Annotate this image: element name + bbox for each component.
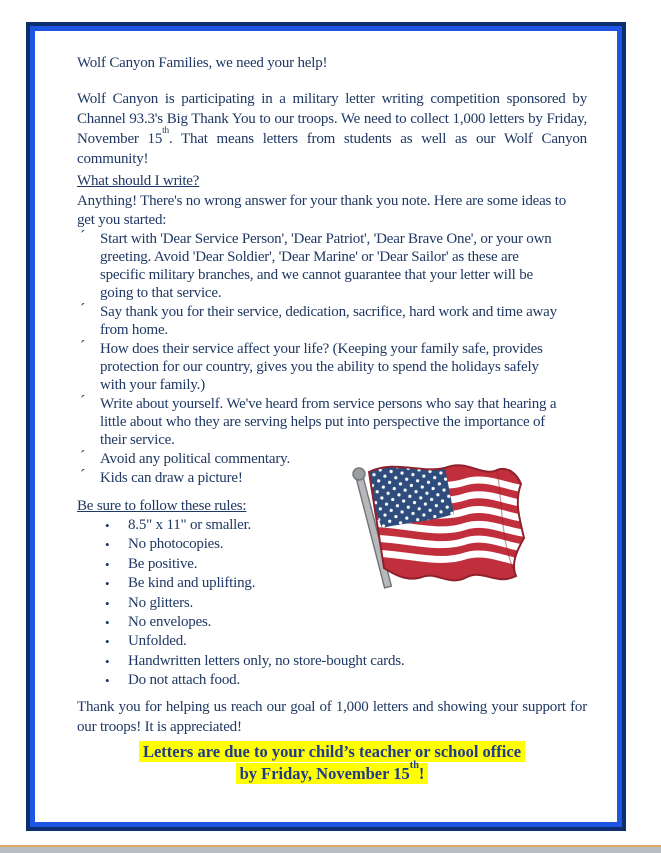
dot-bullet-icon: • (105, 673, 110, 689)
rule-item-text: 8.5" x 11" or smaller. (128, 517, 252, 533)
list-item-text: Write about yourself. We've heard from service persons who say that hearing a little about who they are serving helps put into perspective the importance of their service. (100, 396, 557, 448)
rule-item-text: Do not attach food. (128, 672, 241, 689)
dot-bullet-icon: • (105, 576, 110, 592)
dot-bullet-icon: • (105, 537, 110, 553)
highlight-text: by Friday, November 15 (239, 763, 410, 783)
write-section-heading: What should I write? (77, 173, 200, 189)
list-item (77, 303, 564, 339)
list-item-text: Avoid any political commentary. (100, 451, 290, 467)
write-section-lead: Anything! There's no wrong answer for your thank you note. Here are some ideas to get you started: (77, 193, 567, 228)
dot-bullet-icon: • (105, 634, 110, 650)
rule-item-text: Be positive. (128, 555, 198, 572)
dot-bullet-icon: • (105, 615, 110, 631)
rules-section-heading: Be sure to follow these rules: (77, 498, 247, 514)
dash-bullet-icon: ´ (80, 448, 86, 465)
list-item-text: How does their service affect your life? (Keeping your family safe, provides protection for our country, gives you the ability to spend the holidays safely with your family.) (100, 341, 543, 393)
list-item (77, 340, 564, 394)
bottom-strip (0, 845, 661, 853)
rule-item (77, 652, 587, 671)
dash-bullet-icon: ´ (80, 228, 86, 245)
dot-bullet-icon: • (105, 653, 110, 669)
rule-item-text: Handwritten letters only, no store-bought cards. (128, 652, 405, 669)
intro-text: Wolf Canyon is participating in a military letter writing competition sponsored by Channel 93.3's Big Thank You to our troops. We need to collect 1,000 letters by Friday, November 15 (77, 91, 587, 147)
intro-text-cont: . That means letters from students as well as our Wolf Canyon community! (77, 131, 587, 167)
intro-paragraph (77, 89, 587, 169)
page-border (26, 22, 626, 831)
rule-item-text: No photocopies. (128, 536, 224, 553)
rule-item (77, 594, 587, 613)
highlight-line-2 (236, 759, 429, 784)
list-item-text: Start with 'Dear Service Person', 'Dear Patriot', 'Dear Brave One', or your own greeting. Avoid 'Dear Soldier', 'Dear Marine' or 'Dear Sailor' as these are specific military branches, and we cannot guarantee that your letter will be going to that service. (100, 231, 552, 301)
due-date-highlight (77, 741, 587, 785)
highlight-text: ! (418, 763, 425, 783)
dash-bullet-icon: ´ (80, 467, 86, 484)
dash-bullet-icon: ´ (80, 338, 86, 355)
list-item (77, 230, 564, 302)
rule-item (77, 671, 587, 690)
us-flag-image (345, 462, 530, 594)
rule-item-text: Unfolded. (128, 633, 187, 650)
list-item-text: Say thank you for their service, dedication, sacrifice, hard work and time away from home. (100, 304, 557, 338)
rule-item (77, 632, 587, 651)
rule-item-text: Be kind and uplifting. (128, 575, 256, 592)
ordinal-superscript: th (409, 759, 419, 771)
ideas-list (77, 230, 564, 487)
dot-bullet-icon: • (105, 518, 110, 533)
thanks-paragraph: Thank you for helping us reach our goal of 1,000 letters and showing your support for our troops! It is appreciated! (77, 698, 587, 735)
list-item (77, 395, 564, 449)
ordinal-superscript: th (162, 125, 169, 136)
rule-item (77, 613, 587, 632)
highlight-line-1 (139, 741, 525, 762)
rule-item-text: No envelopes. (128, 614, 212, 631)
page-content (30, 26, 622, 827)
dash-bullet-icon: ´ (80, 393, 86, 410)
highlight-text: Letters are due to your child’s teacher or school office (142, 741, 522, 761)
greeting-line: Wolf Canyon Families, we need your help! (77, 55, 328, 71)
dot-bullet-icon: • (105, 556, 110, 572)
dash-bullet-icon: ´ (80, 301, 86, 318)
list-item-text: Kids can draw a picture! (100, 470, 243, 486)
dot-bullet-icon: • (105, 595, 110, 611)
rule-item-text: No glitters. (128, 594, 194, 611)
